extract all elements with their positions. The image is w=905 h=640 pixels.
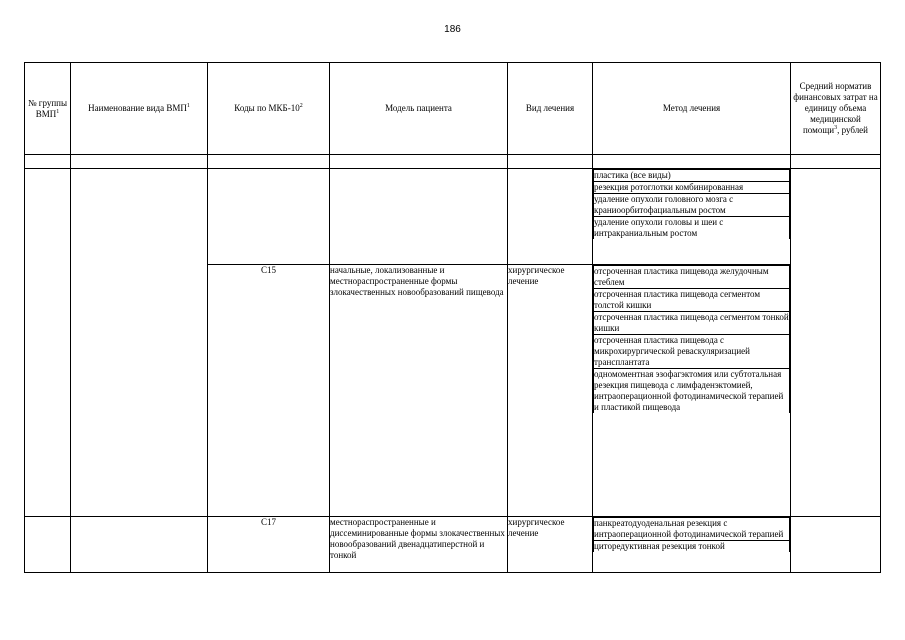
method-item: отсроченная пластика пищевода сегментом тонкой кишки (594, 312, 789, 333)
method-item: панкреатодуоденальная резекция с интраоперационной фотодинамической терапией (594, 518, 790, 541)
page-number: 186 (444, 24, 461, 35)
method-item: отсроченная пластика пищевода желудочным стеблем (594, 266, 790, 289)
header-treatment-type: Вид лечения (508, 63, 593, 155)
table-row (25, 517, 881, 573)
header-row (25, 63, 881, 155)
header-avg-cost: Средний норматив финансовых затрат на единицу объема медицинской помощи$^3$, рублей (791, 63, 881, 155)
numbering-row (25, 155, 881, 169)
method-item: удаление опухоли головы и шеи с интракраниальным ростом (594, 217, 790, 240)
mkb-code: C17 (208, 517, 330, 573)
patient-model: начальные, локализованные и местнораспространенные формы злокачественных новообразований пищевода (330, 265, 508, 517)
method-item: удаление опухоли головного мозга с краниоорбитофациальным ростом (594, 194, 790, 217)
header-mkb-codes: Коды по МКБ-$10^2$ (208, 63, 330, 155)
mkb-code: C15 (208, 265, 330, 517)
treatment-type: хирургическое лечение (508, 517, 593, 573)
method-item: резекция ротоглотки комбинированная (594, 182, 790, 194)
method-item: пластика (все виды) (594, 170, 790, 182)
method-list (593, 517, 790, 552)
method-item: отсроченная пластика пищевода сегментом толстой кишки (594, 289, 790, 312)
method-list (593, 265, 790, 413)
header-treatment-method: Метод лечения (593, 63, 791, 155)
header-group-no: № группы ВМП$^1$ (25, 63, 71, 155)
method-list (593, 169, 790, 239)
treatment-type: хирургическое лечение (508, 265, 593, 517)
table-row (25, 169, 881, 265)
vmp-table (24, 62, 881, 573)
method-item: циторедуктивная резекция тонкой (594, 541, 790, 553)
header-patient-model: Модель пациента (330, 63, 508, 155)
method-item: отсроченная пластика пищевода с микрохирургической реваскуляризацией трансплантата (594, 335, 790, 369)
header-vmp-name: Наименование вида ВМП$^1$ (71, 63, 208, 155)
method-item: одномоментная эзофагэктомия или субтотальная резекция пищевода с лимфаденэктомией, интраоперационной фотодинамической терапией и пластикой пищевода (594, 369, 790, 414)
patient-model: местнораспространенные и диссеминированные формы злокачественных новообразований двенадцатиперстной и тонкой (330, 517, 508, 573)
